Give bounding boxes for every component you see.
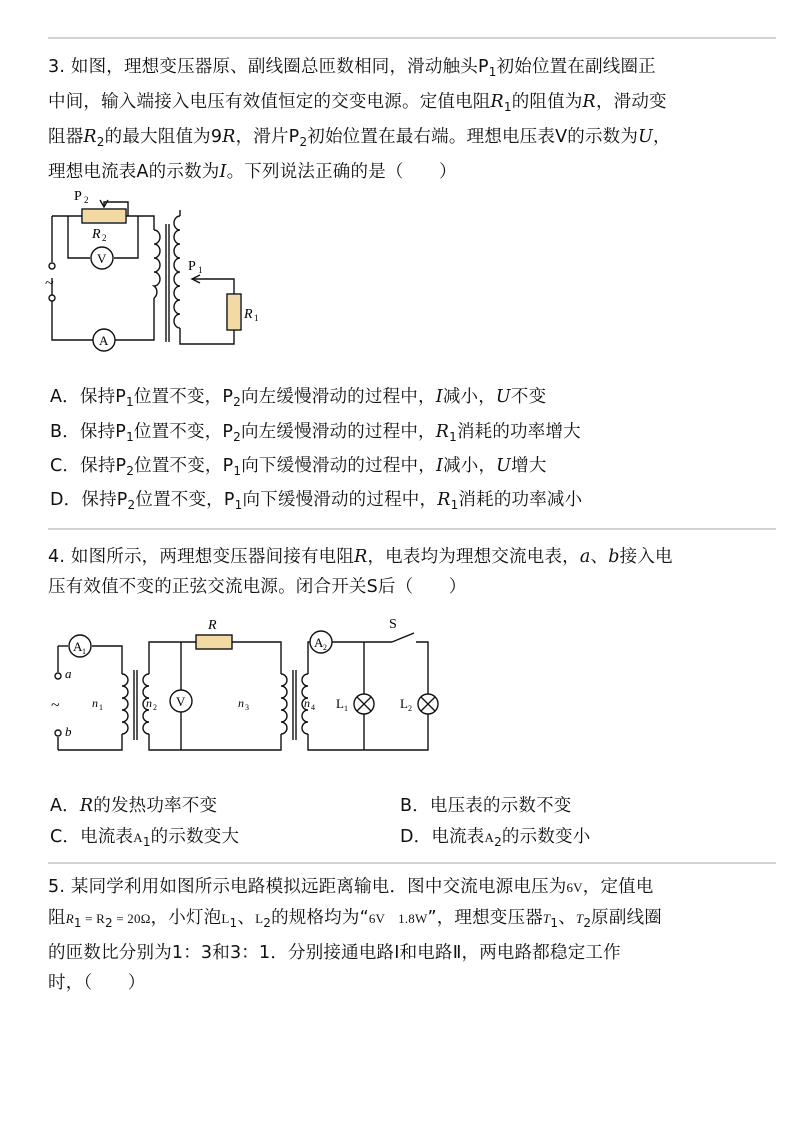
- p1-sub: 1: [198, 265, 203, 275]
- voltmeter-label: V: [97, 251, 107, 266]
- r1-label: R: [244, 307, 253, 322]
- q4-circuit-diagram: [46, 612, 446, 770]
- p2-label: P: [74, 189, 82, 204]
- a2-sub: 2: [323, 643, 327, 652]
- voltmeter-label: V: [176, 694, 186, 709]
- switch-s-label: S: [389, 617, 397, 632]
- n4-label: n: [304, 696, 310, 710]
- resistor-r-label: R: [208, 618, 217, 633]
- n1-sub: 1: [99, 703, 103, 712]
- separator-q4-q5: [48, 862, 776, 864]
- n4-sub: 4: [311, 703, 315, 712]
- ac-source-icon: ~: [45, 275, 54, 292]
- terminal-a: a: [65, 666, 72, 681]
- question-number: 5.: [48, 877, 66, 897]
- q3-circuit-diagram: [38, 180, 260, 360]
- ac-source-icon: ~: [51, 697, 60, 714]
- q3-option-b[interactable]: B．保持$P_1$位置不变，$P_2$向左缓慢滑动的过程中，$R_1$消耗的功率增大: [50, 422, 581, 444]
- q4-option-d[interactable]: D．电流表$A_2$的示数变小: [400, 827, 591, 849]
- question-number: 4.: [48, 547, 66, 567]
- q3-option-c[interactable]: C．保持$P_2$位置不变，$P_1$向下缓慢滑动的过程中，I减小，U增大: [50, 456, 547, 478]
- q4-option-b[interactable]: B．电压表的示数不变: [400, 796, 572, 816]
- separator-top: [48, 37, 776, 39]
- question-4-stem: 4. 如图所示，两理想变压器间接有电阻R，电表均为理想交流电表，a、b接入电 压有效值不变的正弦交流电源。闭合开关S后（ ）: [48, 547, 673, 597]
- n1-label: n: [92, 696, 98, 710]
- a2-label: A: [314, 635, 324, 650]
- l1-sub: 1: [344, 704, 348, 713]
- n2-label: n: [146, 696, 152, 710]
- terminal-b: b: [65, 724, 72, 739]
- r1-sub: 1: [254, 313, 259, 323]
- q3-option-d[interactable]: D．保持$P_2$位置不变，$P_1$向下缓慢滑动的过程中，$R_1$消耗的功率减小: [50, 490, 583, 512]
- q4-option-c[interactable]: C．电流表$A_1$的示数变大: [50, 827, 240, 849]
- q3-option-a[interactable]: A．保持$P_1$位置不变，$P_2$向左缓慢滑动的过程中，I减小，U不变: [50, 387, 547, 409]
- r2-sub: 2: [102, 233, 107, 243]
- n3-sub: 3: [245, 703, 249, 712]
- l2-sub: 2: [408, 704, 412, 713]
- n3-label: n: [238, 696, 244, 710]
- p1-label: P: [188, 259, 196, 274]
- l1-label: L: [336, 696, 344, 711]
- n2-sub: 2: [153, 703, 157, 712]
- l2-label: L: [400, 696, 408, 711]
- p2-sub: 2: [84, 195, 89, 205]
- q4-option-a[interactable]: A．R的发热功率不变: [50, 796, 218, 816]
- r2-label: R: [92, 227, 101, 242]
- question-number: 3.: [48, 57, 66, 77]
- question-5-stem: 5. 某同学利用如图所示电路模拟远距离输电．图中交流电源电压为6V，定值电 阻$R_1 = R_2 = 20\Omega$，小灯泡$L_1$、$L_2$的规格均为“6V 1.8W”，理想变压器$T_1$、$T_2$原副线圈 的匝数比分别为1：3和3：1．分别接通电路Ⅰ和电路Ⅱ，两电路都稳定工作 时，（ ）: [48, 877, 662, 993]
- a1-label: A: [73, 639, 83, 654]
- a1-sub: 1: [82, 647, 86, 656]
- separator-q3-q4: [48, 528, 776, 530]
- question-3-stem: 3. 如图，理想变压器原、副线圈总匝数相同，滑动触头$P_1$初始位置在副线圈正 中间，输入端接入电压有效值恒定的交变电源。定值电阻$R_1$的阻值为R，滑动变 阻器$R_2$的最大阻值为9R，滑片$P_2$初始位置在最右端。理想电压表V的示数为U， 理想电流表A的示数为I。下列说法正确的是（ ）: [48, 57, 671, 182]
- ammeter-label: A: [99, 333, 109, 348]
